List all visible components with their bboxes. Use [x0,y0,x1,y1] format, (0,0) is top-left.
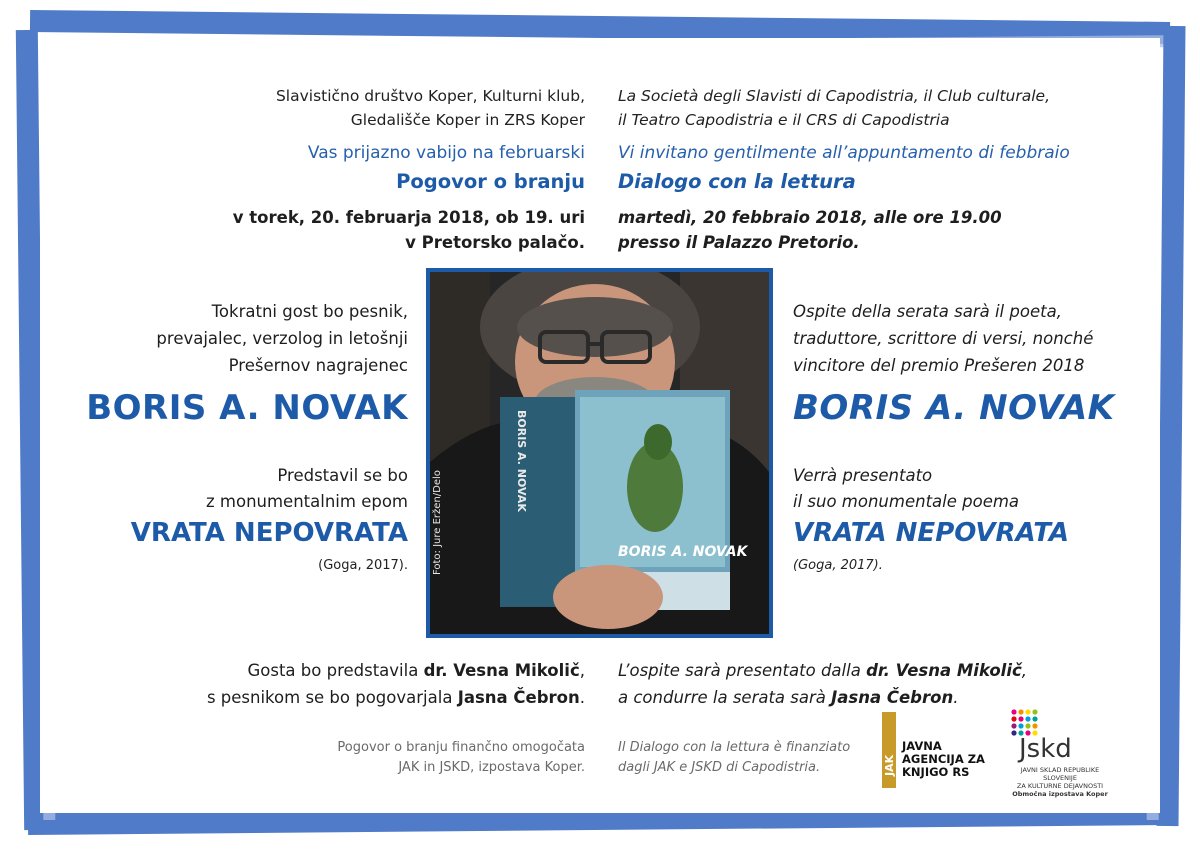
author-photo [426,268,773,638]
left-guest-line-2: prevajalec, verzolog in letošnji [156,329,408,348]
jak-logo-bar: JAK [882,712,896,788]
right-publisher: (Goga, 2017). [793,558,883,573]
left-venue: v Pretorsko palačo. [405,233,585,252]
right-host-name: Jasna Čebron [831,688,954,707]
left-funding-line-2: JAK in JSKD, izpostava Koper. [398,760,585,775]
jskd-logo-subtitle: JAVNI SKLAD REPUBLIKE SLOVENIJE ZA KULTURNE DEJAVNOSTI Območna izpostava Koper [1012,766,1108,798]
right-moderator-name: dr. Vesna Mikolič [866,661,1022,680]
left-guest-intro [60,298,408,379]
left-org-line-2: Gledališče Koper in ZRS Koper [350,111,585,129]
right-present-line-2: il suo monumentale poema [793,492,1020,511]
right-date-venue [618,205,1138,255]
left-guest-line-3: Prešernov nagrajenec [228,356,408,375]
left-presentation [60,463,408,515]
frame-right [1157,26,1186,826]
left-guest-line-1: Tokratni gost bo pesnik, [211,302,408,321]
left-hosts-line-1: Gosta bo predstavila dr. Vesna Mikolič, [247,661,585,680]
jskd-logo-name: Jskd [1019,734,1072,764]
left-org-line-1: Slavistično društvo Koper, Kulturni klub, [275,87,585,105]
left-event-title: Pogovor o branju [396,170,585,193]
right-org-line-2: il Teatro Capodistria e il CRS di Capodistria [618,111,950,129]
left-publisher: (Goga, 2017). [318,558,408,573]
left-moderator-name: dr. Vesna Mikolič [423,661,580,680]
right-funding [618,738,878,778]
left-work-title: VRATA NEPOVRATA [130,518,408,548]
author-photo-illustration [430,272,769,634]
left-host-name: Jasna Čebron [457,688,580,707]
right-funding-line-2: dagli JAK e JSKD di Capodistria. [618,760,821,775]
photo-credit: Foto: Jure Eržen/Delo [432,470,443,575]
right-guest-line-3: vincitore del premio Prešeren 2018 [793,356,1085,375]
left-organizers [120,84,585,132]
right-guest-line-1: Ospite della serata sarà il poeta, [793,302,1062,321]
jak-logo-text: JAVNA AGENCIJA ZA KNJIGO RS [902,739,985,779]
right-event-title: Dialogo con la lettura [618,170,856,193]
left-invite: Vas prijazno vabijo na februarski [307,143,585,163]
right-work-title: VRATA NEPOVRATA [793,518,1070,548]
left-present-line-1: Predstavil se bo [277,466,408,485]
jskd-logo [1004,708,1124,798]
right-present-line-1: Verrà presentato [793,466,933,485]
right-venue: presso il Palazzo Pretorio. [618,233,860,252]
right-org-line-1: La Società degli Slavisti di Capodistria, il Club culturale, [618,87,1051,105]
right-presentation [793,463,1138,515]
right-hosts-line-2: a condurre la serata sarà Jasna Čebron. [618,688,959,707]
book-cover-author: BORIS A. NOVAK [618,544,748,560]
right-funding-line-1: Il Dialogo con la lettura è finanziato [618,740,851,755]
left-date-venue [120,205,585,255]
book-spine-author: BORIS A. NOVAK [515,410,528,512]
right-guest-name: BORIS A. NOVAK [793,388,1115,428]
right-organizers [618,84,1138,132]
left-present-line-2: z monumentalnim epom [206,492,408,511]
left-funding-line-1: Pogovor o branju finančno omogočata [337,740,585,755]
right-guest-line-2: traduttore, scrittore di versi, nonché [793,329,1094,348]
left-date: v torek, 20. februarja 2018, ob 19. uri [232,208,585,227]
left-guest-name: BORIS A. NOVAK [86,388,408,428]
left-hosts-line-2: s pesnikom se bo pogovarjala Jasna Čebron. [206,688,585,707]
left-hosts [100,657,585,711]
right-hosts [618,657,1138,711]
right-hosts-line-1: L’ospite sarà presentato dalla dr. Vesna Mikolič, [618,661,1028,680]
right-invite: Vi invitano gentilmente all’appuntamento di febbraio [618,143,1070,163]
right-guest-intro [793,298,1138,379]
jak-logo [882,712,1002,788]
left-funding [200,738,585,778]
right-date: martedì, 20 febbraio 2018, alle ore 19.00 [618,208,1002,227]
